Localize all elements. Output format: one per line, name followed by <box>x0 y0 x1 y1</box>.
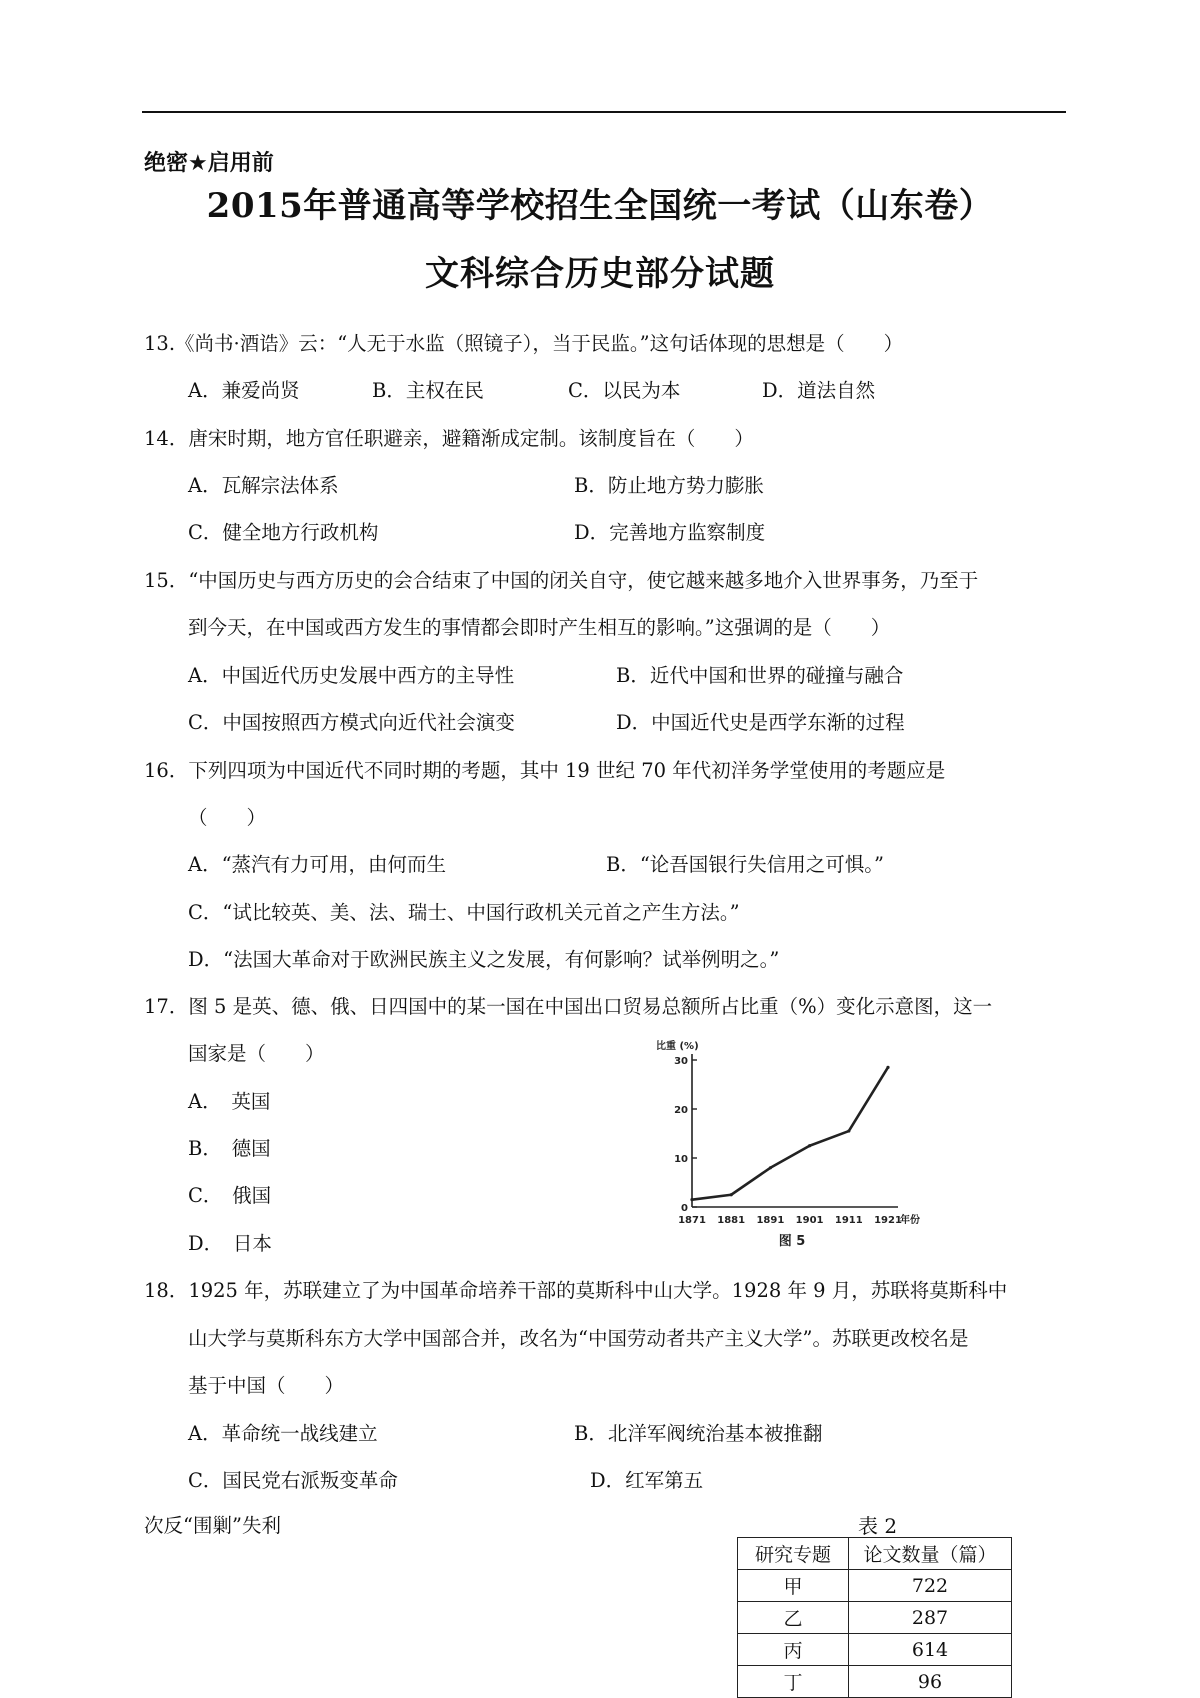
table-row <box>738 1570 1012 1602</box>
chart-point <box>730 1193 733 1196</box>
exam-subtitle: 文科综合历史部分试题 <box>425 254 775 294</box>
exam-title: 2015年普通高等学校招生全国统一考试（山东卷） <box>206 186 994 226</box>
chart-x-axis-label: 年份 <box>900 1215 920 1226</box>
q17-option-c: C． 俄国 <box>188 1184 272 1207</box>
table-cell-count: 722 <box>849 1570 1012 1602</box>
q16-option-a: A．“蒸汽有力可用，由何而生 <box>188 853 447 876</box>
question-18-text-line3: 基于中国（ ） <box>188 1374 345 1397</box>
table-header-count: 论文数量（篇） <box>849 1538 1012 1570</box>
table-cell-count: 287 <box>849 1602 1012 1634</box>
table-header-row <box>738 1538 1012 1570</box>
table-cell-topic: 丁 <box>738 1666 849 1698</box>
question-14-text: 14．唐宋时期，地方官任职避亲，避籍渐成定制。该制度旨在（ ） <box>144 427 754 450</box>
q14-option-d: D．完善地方监察制度 <box>574 521 766 544</box>
question-13-text: 13.《尚书·酒诰》云：“人无于水监（照镜子），当于民监。”这句话体现的思想是（ ） <box>144 332 904 355</box>
q18-option-d-continuation: 次反“围剿”失利 <box>144 1514 281 1537</box>
table-header-topic: 研究专题 <box>738 1538 849 1570</box>
question-18-text-line2: 山大学与莫斯科东方大学中国部合并，改名为“中国劳动者共产主义大学”。苏联更改校名是 <box>188 1327 969 1350</box>
q15-option-c: C．中国按照西方模式向近代社会演变 <box>188 711 515 734</box>
chart-point <box>886 1066 889 1069</box>
q13-option-b: B．主权在民 <box>372 379 484 402</box>
chart-y-tick-label: 30 <box>674 1056 688 1067</box>
table-cell-topic: 甲 <box>738 1570 849 1602</box>
q15-option-d: D．中国近代史是西学东渐的过程 <box>616 711 905 734</box>
chart-series-layer <box>690 1066 889 1202</box>
q15-option-b: B．近代中国和世界的碰撞与融合 <box>616 664 904 687</box>
question-18-text-line1: 18．1925 年，苏联建立了为中国革命培养干部的莫斯科中山大学。1928 年 9 月，苏联将莫斯科中 <box>144 1279 1008 1302</box>
q13-option-c: C．以民为本 <box>568 379 681 402</box>
q18-option-a: A．革命统一战线建立 <box>188 1422 378 1445</box>
q18-option-b: B．北洋军阀统治基本被推翻 <box>574 1422 823 1445</box>
chart-x-tick-label: 1911 <box>834 1215 863 1226</box>
figure-5-chart <box>648 1040 938 1250</box>
question-16-text-line1: 16．下列四项为中国近代不同时期的考题，其中 19 世纪 70 年代初洋务学堂使用的考题应是 <box>144 759 946 782</box>
chart-point <box>808 1144 811 1147</box>
chart-x-tick-label: 1921 <box>874 1215 902 1226</box>
q14-option-c: C．健全地方行政机构 <box>188 521 379 544</box>
q18-option-c: C．国民党右派叛变革命 <box>188 1469 398 1492</box>
q16-option-d: D．“法国大革命对于欧洲民族主义之发展，有何影响？试举例明之。” <box>188 948 780 971</box>
table-2-caption: 表 2 <box>858 1514 898 1538</box>
chart-y-tick-label: 0 <box>681 1203 688 1214</box>
chart-svg <box>648 1040 938 1250</box>
question-16-text-line2: （ ） <box>188 806 267 829</box>
question-17-text-line1: 17．图 5 是英、德、俄、日四国中的某一国在中国出口贸易总额所占比重（%）变化示意图，这一 <box>144 995 993 1018</box>
table-cell-topic: 丙 <box>738 1634 849 1666</box>
chart-y-tick-label: 20 <box>674 1105 688 1116</box>
q17-option-b: B． 德国 <box>188 1137 271 1160</box>
chart-x-tick-label: 1891 <box>756 1215 785 1226</box>
chart-caption: 图 5 <box>778 1234 806 1249</box>
q16-option-c: C．“试比较英、美、法、瑞士、中国行政机关元首之产生方法。” <box>188 901 740 924</box>
chart-x-tick-label: 1871 <box>678 1215 706 1226</box>
chart-y-tick-label: 10 <box>674 1154 688 1165</box>
table-cell-count: 614 <box>849 1634 1012 1666</box>
question-15-text-line2: 到今天，在中国或西方发生的事情都会即时产生相互的影响。”这强调的是（ ） <box>188 616 891 639</box>
chart-x-tick-label: 1901 <box>795 1215 824 1226</box>
chart-x-tick-label: 1881 <box>717 1215 746 1226</box>
chart-point <box>769 1166 772 1169</box>
q16-option-b: B．“论吾国银行失信用之可惧。” <box>606 853 885 876</box>
table-row <box>738 1634 1012 1666</box>
q17-option-d: D． 日本 <box>188 1232 272 1255</box>
q14-option-b: B．防止地方势力膨胀 <box>574 474 764 497</box>
table-row <box>738 1666 1012 1698</box>
chart-x-ticks <box>678 1215 902 1226</box>
chart-point <box>690 1198 693 1201</box>
q18-option-d: D．红军第五 <box>590 1469 704 1492</box>
q15-option-a: A．中国近代历史发展中西方的主导性 <box>188 664 515 687</box>
chart-y-axis-label: 比重 (%) <box>656 1041 699 1052</box>
question-15-text-line1: 15．“中国历史与西方历史的会合结束了中国的闭关自守，使它越来越多地介入世界事务，乃至于 <box>144 569 979 592</box>
table-cell-count: 96 <box>849 1666 1012 1698</box>
q13-option-d: D．道法自然 <box>762 379 876 402</box>
chart-y-ticks <box>674 1056 697 1214</box>
table-cell-topic: 乙 <box>738 1602 849 1634</box>
table-row <box>738 1602 1012 1634</box>
chart-point <box>847 1129 850 1132</box>
question-17-text-line2: 国家是（ ） <box>188 1042 325 1065</box>
table-2 <box>737 1537 1012 1698</box>
top-rule <box>142 111 1066 113</box>
q14-option-a: A．瓦解宗法体系 <box>188 474 339 497</box>
q13-option-a: A．兼爱尚贤 <box>188 379 300 402</box>
chart-series-line <box>692 1067 888 1199</box>
secret-mark: 绝密★启用前 <box>144 151 274 176</box>
q17-option-a: A． 英国 <box>188 1090 271 1113</box>
